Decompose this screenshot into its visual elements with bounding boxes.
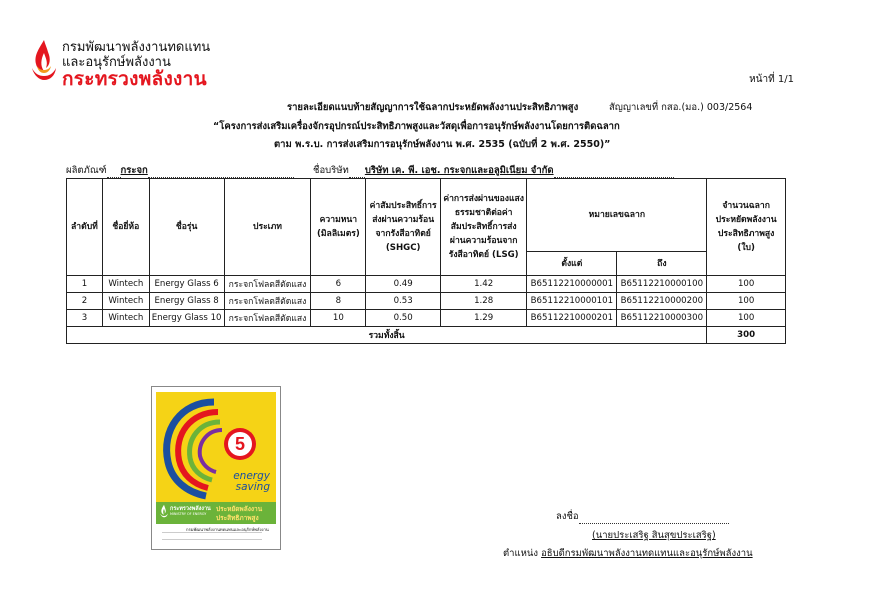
- label-ministry-en: MINISTRY OF ENERGY: [170, 512, 207, 516]
- signer-name: (นายประเสริฐ สินสุขประเสริฐ): [592, 530, 716, 541]
- header-thickness: ความหนา (มิลลิเมตร): [311, 179, 366, 276]
- cell-thickness: 6: [311, 276, 366, 293]
- cell-model: Energy Glass 10: [149, 310, 224, 327]
- label-number: 5: [234, 434, 246, 454]
- cell-serial-from: B65112210000201: [527, 310, 617, 327]
- cell-shgc: 0.49: [366, 276, 441, 293]
- header-serial: หมายเลขฉลาก: [527, 179, 707, 252]
- cell-type: กระจกโฟลตสีตัดแสง: [224, 293, 311, 310]
- cell-serial-from: B65112210000001: [527, 276, 617, 293]
- product-label: ผลิตภัณฑ์: [66, 165, 107, 176]
- cell-no: 2: [67, 293, 103, 310]
- label-green-strip: [156, 502, 276, 544]
- label-word-saving: saving: [235, 481, 270, 493]
- cell-count: 100: [707, 293, 786, 310]
- header-no: ลำดับที่: [67, 179, 103, 276]
- project-title-line2: ตาม พ.ร.บ. การส่งเสริมการอนุรักษ์พลังงาน พ.ศ. 2535 (ฉบับที่ 2 พ.ศ. 2550)”: [274, 139, 611, 150]
- label-footer: [156, 524, 276, 544]
- cell-serial-to: B65112210000200: [617, 293, 707, 310]
- label-dept: กรมพัฒนาพลังงานทดแทนและอนุรักษ์พลังงาน: [186, 527, 269, 532]
- document-title: รายละเอียดแนบท้ายสัญญาการใช้ฉลากประหยัดพลังงานประสิทธิภาพสูง: [287, 102, 579, 113]
- energy-saving-label: [151, 386, 281, 550]
- department-name-line2: และอนุรักษ์พลังงาน: [62, 55, 171, 70]
- label-spec-table: [66, 178, 786, 344]
- cell-thickness: 10: [311, 310, 366, 327]
- ministry-name: กระทรวงพลังงาน: [62, 68, 207, 90]
- cell-model: Energy Glass 6: [149, 276, 224, 293]
- header-lsg: ค่าการส่งผ่านของแสงธรรมชาติต่อค่าสัมประสิทธิ์การส่งผ่านความร้อนจากรังสีอาทิตย์ (LSG): [440, 179, 526, 276]
- product-field: [66, 163, 294, 178]
- cell-count: 100: [707, 276, 786, 293]
- header-model: ชื่อรุ่น: [149, 179, 224, 276]
- cell-thickness: 8: [311, 293, 366, 310]
- company-field: [313, 163, 674, 178]
- company-value: บริษัท เค. พี. เอช. กระจกและอลูมิเนียม จำกัด: [364, 165, 554, 176]
- cell-model: Energy Glass 8: [149, 293, 224, 310]
- cell-type: กระจกโฟลตสีตัดแสง: [224, 276, 311, 293]
- cell-lsg: 1.42: [440, 276, 526, 293]
- label-slogan2: ประสิทธิภาพสูง: [216, 514, 259, 522]
- cell-type: กระจกโฟลตสีตัดแสง: [224, 310, 311, 327]
- cell-brand: Wintech: [102, 293, 149, 310]
- cell-serial-to: B65112210000300: [617, 310, 707, 327]
- cell-shgc: 0.53: [366, 293, 441, 310]
- cell-no: 1: [67, 276, 103, 293]
- company-label: ชื่อบริษัท: [313, 165, 349, 176]
- cell-brand: Wintech: [102, 310, 149, 327]
- header-brand: ชื่อยี่ห้อ: [102, 179, 149, 276]
- sign-label: ลงชื่อ: [556, 511, 579, 522]
- cell-no: 3: [67, 310, 103, 327]
- position-label: ตำแหน่ง: [503, 548, 539, 559]
- project-title-line1: “โครงการส่งเสริมเครื่องจักรอุปกรณ์ประสิทธิภาพสูงและวัสดุเพื่อการอนุรักษ์พลังงานโดยการติดฉลาก: [213, 121, 620, 132]
- header: [28, 34, 288, 90]
- total-label: รวมทั้งสิ้น: [67, 327, 707, 344]
- cell-count: 100: [707, 310, 786, 327]
- cell-brand: Wintech: [102, 276, 149, 293]
- header-type: ประเภท: [224, 179, 311, 276]
- header-shgc: ค่าสัมประสิทธิ์การส่งผ่านความร้อนจากรังสีอาทิตย์ (SHGC): [366, 179, 441, 276]
- position-value: อธิบดีกรมพัฒนาพลังงานทดแทนและอนุรักษ์พลังงาน: [541, 548, 753, 559]
- flame-logo-icon: [28, 38, 60, 82]
- header-serial-to: ถึง: [617, 252, 707, 276]
- department-name-line1: กรมพัฒนาพลังงานทดแทน: [62, 40, 211, 55]
- header-count: จำนวนฉลากประหยัดพลังงานประสิทธิภาพสูง (ใบ): [707, 179, 786, 276]
- energy-label-panel: [156, 392, 276, 544]
- contract-number: สัญญาเลขที่ กสอ.(มอ.) 003/2564: [609, 102, 753, 113]
- signature-line: [556, 509, 729, 524]
- product-value: กระจก: [120, 165, 148, 176]
- cell-serial-to: B65112210000100: [617, 276, 707, 293]
- header-serial-from: ตั้งแต่: [527, 252, 617, 276]
- table-row: [67, 276, 786, 293]
- total-row: [67, 327, 786, 344]
- total-value: 300: [707, 327, 786, 344]
- dotted-leader: [349, 167, 365, 178]
- label-slogan1: ประหยัดพลังงาน: [216, 505, 263, 513]
- label-ministry: กระทรวงพลังงาน: [170, 506, 211, 512]
- cell-lsg: 1.29: [440, 310, 526, 327]
- cell-lsg: 1.28: [440, 293, 526, 310]
- label-fineprint: [162, 532, 262, 540]
- table-row: [67, 310, 786, 327]
- dotted-leader: [554, 167, 674, 178]
- table-row: [67, 293, 786, 310]
- cell-serial-from: B65112210000101: [527, 293, 617, 310]
- signer-position: [503, 546, 753, 561]
- label-word-energy: energy: [233, 470, 270, 482]
- cell-shgc: 0.50: [366, 310, 441, 327]
- page-number: หน้าที่ 1/1: [749, 74, 794, 85]
- dotted-leader: [107, 167, 121, 178]
- flame-logo-icon: [159, 504, 169, 518]
- signature-dotted-line: [579, 513, 729, 524]
- dotted-leader: [148, 167, 294, 178]
